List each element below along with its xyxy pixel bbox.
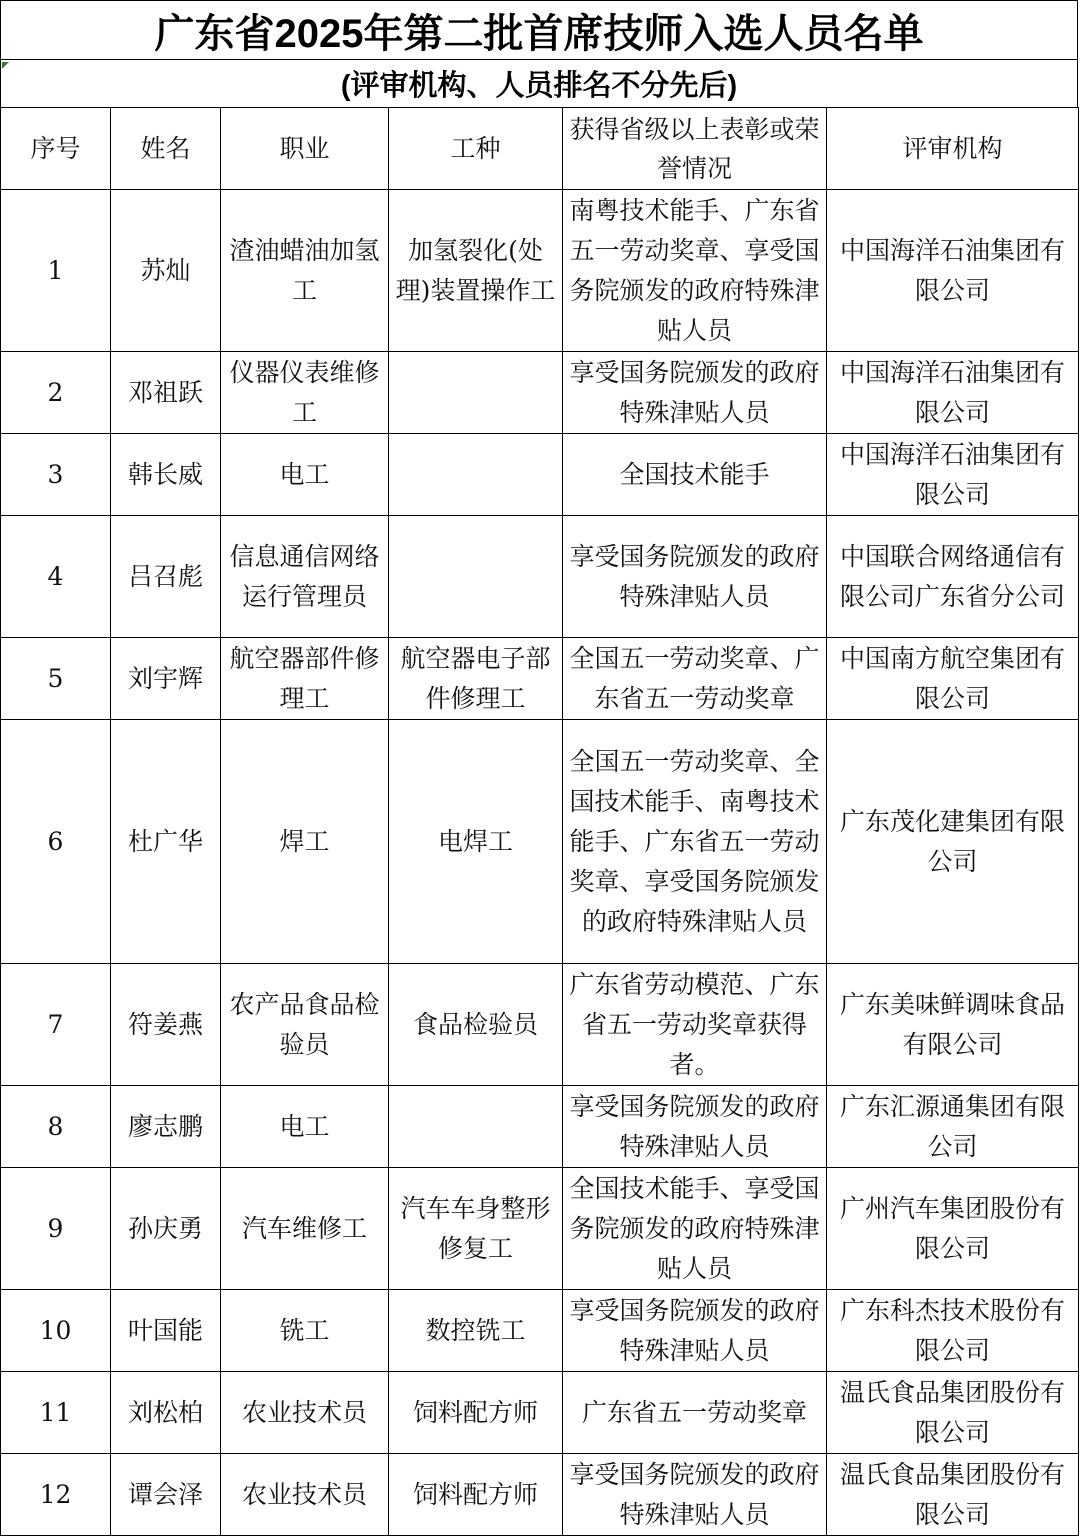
cell-trade: 食品检验员 (389, 964, 563, 1086)
column-header-occupation: 职业 (221, 108, 389, 190)
cell-honors: 享受国务院颁发的政府特殊津贴人员 (563, 352, 827, 434)
cell-number: 11 (1, 1372, 111, 1454)
cell-honors: 全国技术能手 (563, 434, 827, 516)
cell-trade: 电焊工 (389, 720, 563, 964)
cell-honors: 享受国务院颁发的政府特殊津贴人员 (563, 1454, 827, 1536)
table-row (1, 964, 1079, 1086)
cell-org: 中国联合网络通信有限公司广东省分公司 (827, 516, 1079, 638)
cell-trade (389, 1086, 563, 1168)
table-row (1, 638, 1079, 720)
cell-org: 广东汇源通集团有限公司 (827, 1086, 1079, 1168)
table-row (1, 1454, 1079, 1536)
cell-honors: 享受国务院颁发的政府特殊津贴人员 (563, 516, 827, 638)
table-row (1, 352, 1079, 434)
cell-org: 广东美味鲜调味食品有限公司 (827, 964, 1079, 1086)
cell-occupation: 渣油蜡油加氢工 (221, 190, 389, 352)
cell-occupation: 仪器仪表维修工 (221, 352, 389, 434)
cell-number: 10 (1, 1290, 111, 1372)
cell-name: 吕召彪 (111, 516, 221, 638)
cell-name: 刘宇辉 (111, 638, 221, 720)
cell-trade: 汽车车身整形修复工 (389, 1168, 563, 1290)
cell-occupation: 农业技术员 (221, 1372, 389, 1454)
table-row (1, 1290, 1079, 1372)
cell-number: 6 (1, 720, 111, 964)
cell-trade: 航空器电子部件修理工 (389, 638, 563, 720)
cell-occupation: 农业技术员 (221, 1454, 389, 1536)
cell-comment-marker-icon (2, 62, 9, 69)
cell-honors: 享受国务院颁发的政府特殊津贴人员 (563, 1290, 827, 1372)
cell-org: 温氏食品集团股份有限公司 (827, 1454, 1079, 1536)
cell-trade (389, 434, 563, 516)
cell-occupation: 铣工 (221, 1290, 389, 1372)
column-header-honors: 获得省级以上表彰或荣誉情况 (563, 108, 827, 190)
cell-org: 广东科杰技术股份有限公司 (827, 1290, 1079, 1372)
cell-honors: 南粤技术能手、广东省五一劳动奖章、享受国务院颁发的政府特殊津贴人员 (563, 190, 827, 352)
cell-trade: 加氢裂化(处理)装置操作工 (389, 190, 563, 352)
cell-name: 孙庆勇 (111, 1168, 221, 1290)
table-row (1, 1372, 1079, 1454)
cell-honors: 广东省劳动模范、广东省五一劳动奖章获得者。 (563, 964, 827, 1086)
cell-org: 温氏食品集团股份有限公司 (827, 1372, 1079, 1454)
cell-trade: 饲料配方师 (389, 1372, 563, 1454)
column-header-org: 评审机构 (827, 108, 1079, 190)
cell-number: 9 (1, 1168, 111, 1290)
table-row (1, 190, 1079, 352)
cell-number: 8 (1, 1086, 111, 1168)
cell-occupation: 汽车维修工 (221, 1168, 389, 1290)
cell-honors: 全国五一劳动奖章、广东省五一劳动奖章 (563, 638, 827, 720)
cell-org: 中国南方航空集团有限公司 (827, 638, 1079, 720)
cell-org: 中国海洋石油集团有限公司 (827, 434, 1079, 516)
cell-occupation: 农产品食品检验员 (221, 964, 389, 1086)
cell-org: 中国海洋石油集团有限公司 (827, 190, 1079, 352)
cell-org: 广东茂化建集团有限公司 (827, 720, 1079, 964)
cell-occupation: 电工 (221, 1086, 389, 1168)
column-header-name: 姓名 (111, 108, 221, 190)
cell-org: 广州汽车集团股份有限公司 (827, 1168, 1079, 1290)
cell-name: 刘松柏 (111, 1372, 221, 1454)
cell-occupation: 电工 (221, 434, 389, 516)
cell-number: 3 (1, 434, 111, 516)
cell-occupation: 航空器部件修理工 (221, 638, 389, 720)
cell-name: 谭会泽 (111, 1454, 221, 1536)
cell-name: 符姜燕 (111, 964, 221, 1086)
cell-name: 韩长威 (111, 434, 221, 516)
cell-name: 杜广华 (111, 720, 221, 964)
cell-name: 叶国能 (111, 1290, 221, 1372)
cell-occupation: 信息通信网络运行管理员 (221, 516, 389, 638)
cell-honors: 全国五一劳动奖章、全国技术能手、南粤技术能手、广东省五一劳动奖章、享受国务院颁发的政府特殊津贴人员 (563, 720, 827, 964)
cell-name: 邓祖跃 (111, 352, 221, 434)
page-subtitle: (评审机构、人员排名不分先后) (0, 60, 1078, 107)
cell-trade: 饲料配方师 (389, 1454, 563, 1536)
table-row (1, 516, 1079, 638)
cell-honors: 广东省五一劳动奖章 (563, 1372, 827, 1454)
cell-org: 中国海洋石油集团有限公司 (827, 352, 1079, 434)
cell-trade (389, 352, 563, 434)
cell-number: 7 (1, 964, 111, 1086)
cell-number: 2 (1, 352, 111, 434)
cell-number: 12 (1, 1454, 111, 1536)
cell-name: 苏灿 (111, 190, 221, 352)
cell-trade: 数控铣工 (389, 1290, 563, 1372)
column-header-trade: 工种 (389, 108, 563, 190)
roster-table (0, 107, 1079, 1536)
cell-name: 廖志鹏 (111, 1086, 221, 1168)
table-row (1, 434, 1079, 516)
table-row (1, 720, 1079, 964)
table-row (1, 1086, 1079, 1168)
cell-number: 5 (1, 638, 111, 720)
cell-trade (389, 516, 563, 638)
cell-number: 1 (1, 190, 111, 352)
cell-number: 4 (1, 516, 111, 638)
cell-occupation: 焊工 (221, 720, 389, 964)
table-row (1, 1168, 1079, 1290)
header-row (1, 108, 1079, 190)
cell-honors: 享受国务院颁发的政府特殊津贴人员 (563, 1086, 827, 1168)
column-header-number: 序号 (1, 108, 111, 190)
cell-honors: 全国技术能手、享受国务院颁发的政府特殊津贴人员 (563, 1168, 827, 1290)
page-title: 广东省2025年第二批首席技师入选人员名单 (0, 0, 1078, 60)
